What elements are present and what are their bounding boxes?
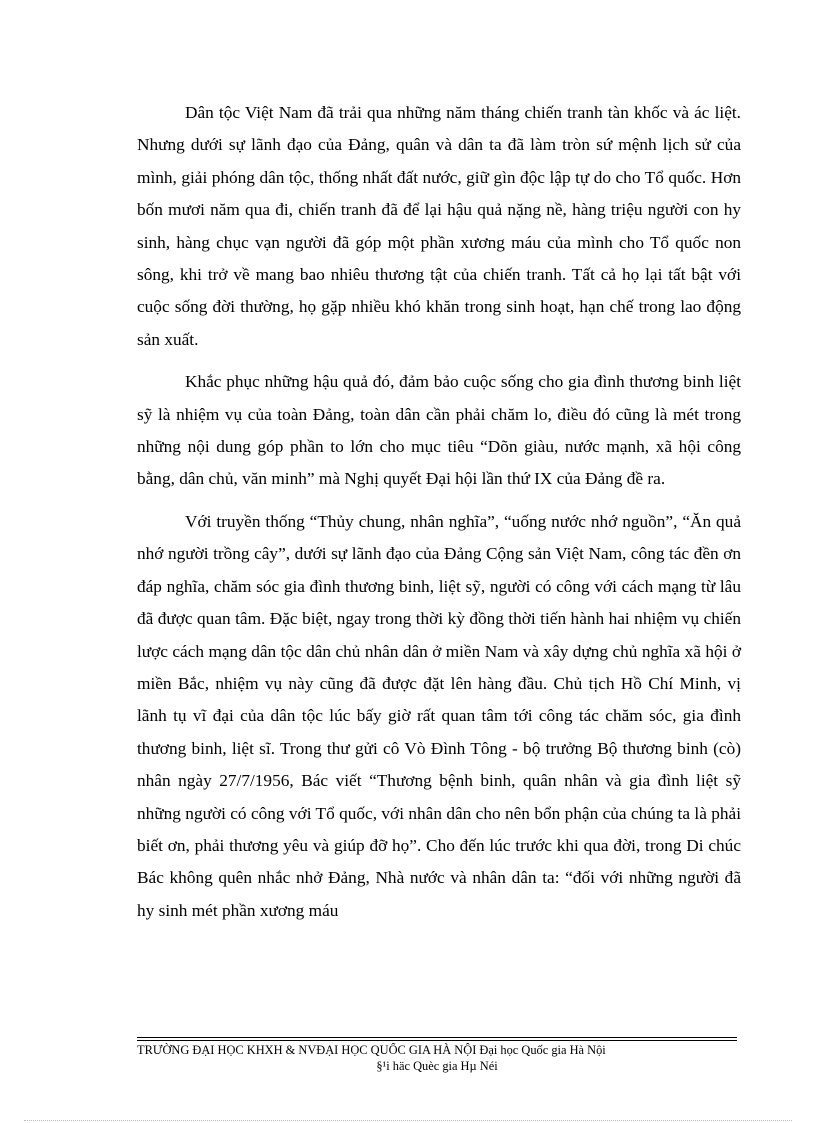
footer-rule-bottom	[137, 1040, 737, 1041]
footer-line-2: §¹i häc Quèc gia Hµ Néi	[376, 1059, 498, 1073]
paragraph-1: Dân tộc Việt Nam đã trải qua những năm tháng chiến tranh tàn khốc và ác liệt. Nhưng dưới sự lãnh đạo của Đảng, quân và dân ta đã làm tròn sứ mệnh lịch sử của mình, giải phóng dân tộc, thống nhất đất nước, giữ gìn độc lập tự do cho Tổ quốc. Hơn bốn mươi năm qua đi, chiến tranh đã để lại hậu quả nặng nề, hàng triệu người con hy sinh, hàng chục vạn người đã góp một phần xương máu của mình cho Tổ quốc non sông, khi trở về mang bao nhiêu thương tật của chiến tranh. Tất cả họ lại tất bật với cuộc sống đời thường, họ gặp nhiều khó khăn trong sinh hoạt, hạn chế trong lao động sản xuất.	[137, 103, 741, 349]
footer-line-1: TRƯỜNG ĐẠI HỌC KHXH & NVĐẠI HỌC QUỐC GIA HÀ NỘI Đại học Quốc gia Hà Nội	[137, 1043, 606, 1057]
footer-rule-top	[137, 1037, 737, 1038]
paragraph-3: Với truyền thống “Thủy chung, nhân nghĩa”, “uống nước nhớ nguồn”, “Ăn quả nhớ người trồng cây”, dưới sự lãnh đạo của Đảng Cộng sản Việt Nam, công tác đền ơn đáp nghĩa, chăm sóc gia đình thương binh, liệt sỹ, người có công với cách mạng từ lâu đã được quan tâm. Đặc biệt, ngay trong thời kỳ đồng thời tiến hành hai nhiệm vụ chiến lược cách mạng dân tộc dân chủ nhân dân ở miền Nam và xây dựng chủ nghĩa xã hội ở miền Bắc, nhiệm vụ này cũng đã được đặt lên hàng đầu. Chủ tịch Hồ Chí Minh, vị lãnh tụ vĩ đại của dân tộc lúc bấy giờ rất quan tâm tới công tác chăm sóc, gia đình thương binh, liệt sĩ. Trong thư gửi cô Vò Đình Tông - bộ trưởng Bộ thương binh (cò) nhân ngày 27/7/1956, Bác viết “Thương bệnh binh, quân nhân và gia đình liệt sỹ những người có công với Tổ quốc, với nhân dân cho nên bổn phận của chúng ta là phải biết ơn, phải thương yêu và giúp đỡ họ”. Cho đến lúc trước khi qua đời, trong Di chúc Bác không quên nhắc nhở Đảng, Nhà nước và nhân dân ta: “đối với những người đã hy sinh mét phần xương máu	[137, 511, 741, 920]
page-border	[24, 1120, 792, 1121]
body-text	[137, 97, 741, 937]
paragraph-2: Khắc phục những hậu quả đó, đảm bảo cuộc sống cho gia đình thương binh liệt sỹ là nhiệm vụ của toàn Đảng, toàn dân cần phải chăm lo, điều đó cũng là mét trong những nội dung góp phần to lớn cho mục tiêu “Dõn giàu, nước mạnh, xã hội công bằng, dân chủ, văn minh” mà Nghị quyết Đại hội lần thứ IX của Đảng đề ra.	[137, 372, 741, 489]
